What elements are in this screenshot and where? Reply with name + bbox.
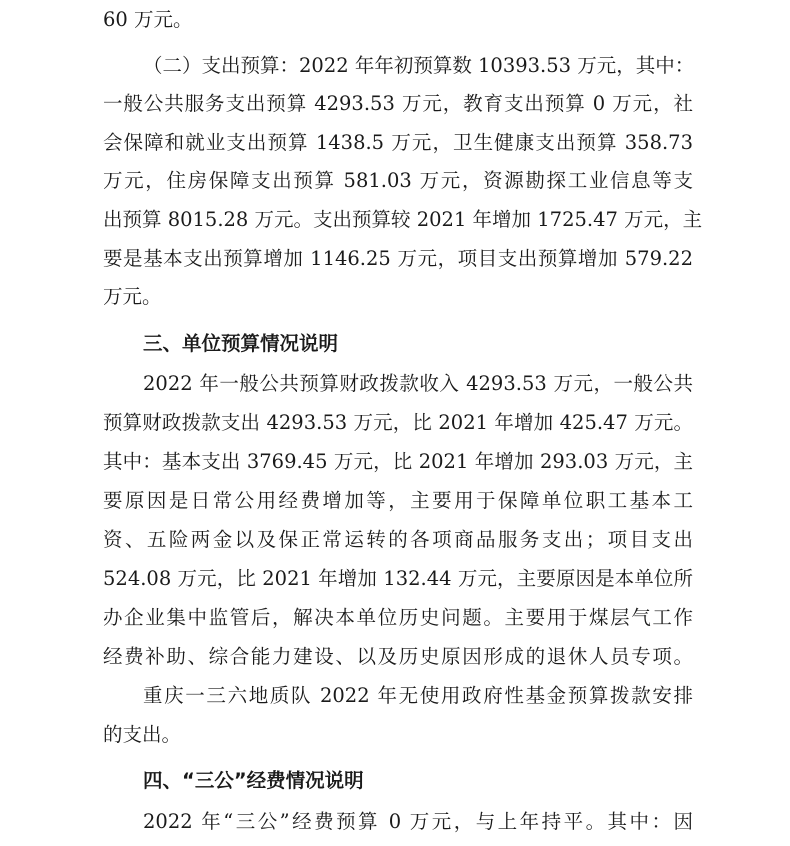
paragraph-line: 经费补助、综合能力建设、以及历史原因形成的退休人员专项。 bbox=[103, 645, 693, 668]
paragraph-line: 的支出。 bbox=[103, 723, 182, 746]
paragraph-line: 要是基本支出预算增加 1146.25 万元，项目支出预算增加 579.22 bbox=[103, 247, 693, 270]
section-heading: 四、“三公”经费情况说明 bbox=[143, 769, 364, 792]
paragraph-line: 资、五险两金以及保正常运转的各项商品服务支出；项目支出 bbox=[103, 528, 693, 551]
paragraph-line: （二）支出预算：2022 年年初预算数 10393.53 万元，其中： bbox=[143, 54, 695, 77]
paragraph-line: 会保障和就业支出预算 1438.5 万元，卫生健康支出预算 358.73 bbox=[103, 131, 693, 154]
paragraph-line: 要原因是日常公用经费增加等，主要用于保障单位职工基本工 bbox=[103, 489, 693, 512]
paragraph-line: 2022 年“三公”经费预算 0 万元，与上年持平。其中：因 bbox=[143, 810, 693, 833]
paragraph-line: 预算财政拨款支出 4293.53 万元，比 2021 年增加 425.47 万元。 bbox=[103, 411, 693, 434]
paragraph-line: 60 万元。 bbox=[103, 8, 193, 31]
section-heading: 三、单位预算情况说明 bbox=[143, 332, 339, 355]
paragraph-line: 万元，住房保障支出预算 581.03 万元，资源勘探工业信息等支 bbox=[103, 169, 693, 192]
paragraph-line: 办企业集中监管后，解决本单位历史问题。主要用于煤层气工作 bbox=[103, 606, 693, 629]
paragraph-line: 其中：基本支出 3769.45 万元，比 2021 年增加 293.03 万元，主 bbox=[103, 450, 693, 473]
paragraph-line: 2022 年一般公共预算财政拨款收入 4293.53 万元，一般公共 bbox=[143, 372, 693, 395]
paragraph-line: 524.08 万元，比 2021 年增加 132.44 万元，主要原因是本单位所 bbox=[103, 567, 693, 590]
paragraph-line: 万元。 bbox=[103, 285, 162, 308]
paragraph-line: 出预算 8015.28 万元。支出预算较 2021 年增加 1725.47 万元，主 bbox=[103, 208, 703, 231]
paragraph-line: 一般公共服务支出预算 4293.53 万元，教育支出预算 0 万元，社 bbox=[103, 92, 693, 115]
paragraph-line: 重庆一三六地质队 2022 年无使用政府性基金预算拨款安排 bbox=[143, 684, 693, 707]
